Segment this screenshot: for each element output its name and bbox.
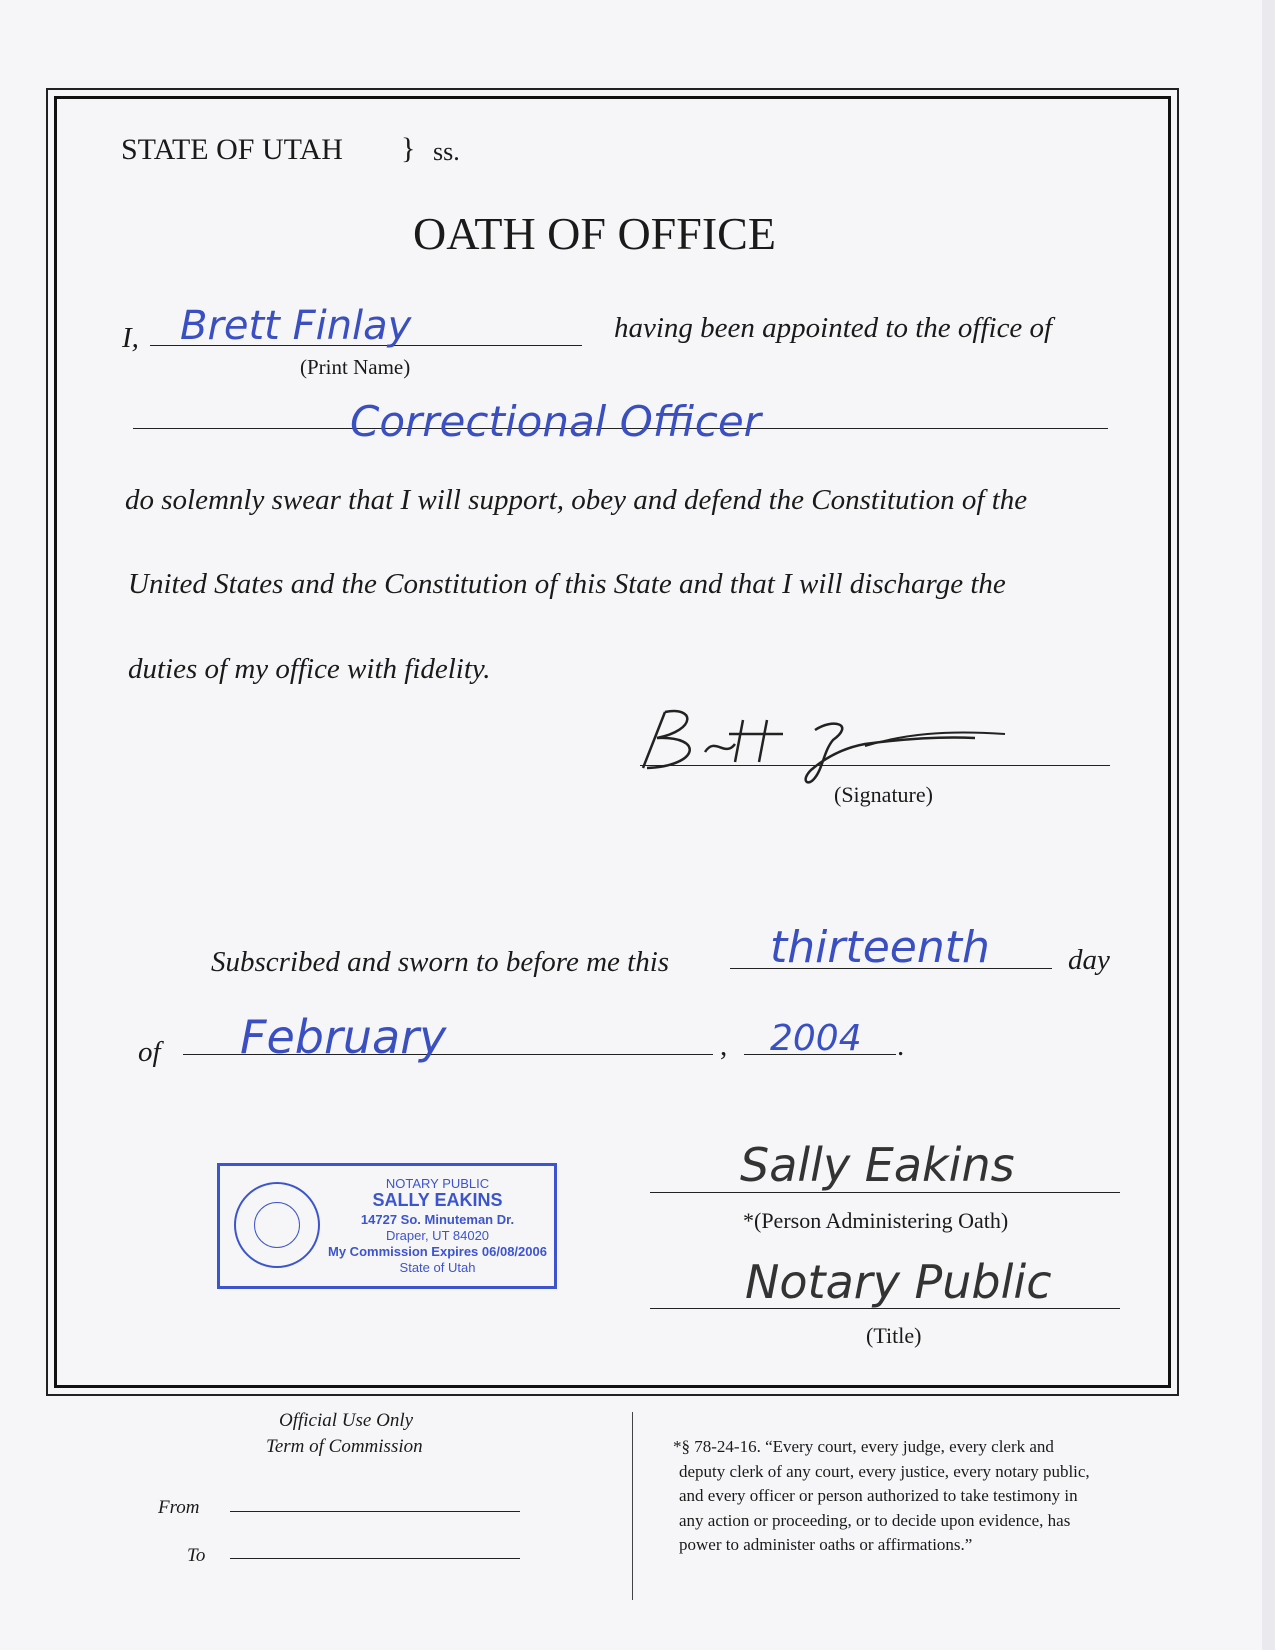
footnote-line-5: power to administer oaths or affirmations.” [679,1535,973,1554]
oath-prefix: I, [122,322,139,354]
official-use-subheading: Term of Commission [266,1436,423,1457]
footnote-line-2: deputy clerk of any court, every justice, every notary public, [679,1462,1090,1481]
comma-glyph: , [720,1030,728,1062]
footnote-line-4: any action or proceeding, or to decide upon evidence, has [679,1511,1071,1530]
administrator-signature: Sally Eakins [740,1138,1015,1192]
year-value: 2004 [770,1018,862,1059]
footnote-line-3: and every officer or person authorized to take testimony in [679,1486,1078,1505]
to-line[interactable] [230,1558,520,1559]
day-word: day [1068,944,1110,976]
oath-body-line-1: do solemnly swear that I will support, obey and defend the Constitution of the [125,484,1028,516]
office-value: Correctional Officer [350,397,761,446]
stamp-line-4: Draper, UT 84020 [385,1228,490,1243]
administrator-line [650,1192,1120,1193]
appointed-text: having been appointed to the office of [614,312,1053,344]
from-label: From [158,1497,200,1518]
stamp-line-3: 14727 So. Minuteman Dr. [360,1212,515,1227]
administrator-label: *(Person Administering Oath) [743,1208,1009,1233]
state-seal-icon [234,1182,320,1268]
ss-label: ss. [433,137,460,166]
from-line[interactable] [230,1511,520,1512]
subscribed-text: Subscribed and sworn to before me this [211,946,670,978]
oath-body-line-2: United States and the Constitution of this State and that I will discharge the [128,568,1006,600]
stamp-line-1: NOTARY PUBLIC [385,1176,490,1191]
signature-label: (Signature) [834,782,933,807]
period-glyph: . [897,1030,905,1062]
to-label: To [187,1545,206,1566]
stamp-line-2: SALLY EAKINS [372,1190,503,1210]
stamp-line-6: State of Utah [399,1260,476,1275]
page-title: OATH OF OFFICE [413,208,776,259]
state-label: STATE OF UTAH [121,133,343,166]
title-label: (Title) [866,1323,922,1348]
stamp-line-5: My Commission Expires 06/08/2006 [328,1244,547,1259]
month-value: February [240,1010,447,1064]
of-word: of [138,1036,161,1068]
page-edge [1262,0,1275,1650]
bottom-divider [632,1412,633,1600]
seal-center [254,1202,300,1248]
official-use-heading: Official Use Only [279,1410,414,1431]
brace-glyph: } [401,132,416,165]
oath-signature [635,700,1015,790]
day-value: thirteenth [770,922,990,973]
notary-stamp [217,1163,557,1289]
footnote-line-1: *§ 78-24-16. “Every court, every judge, every clerk and [673,1437,1054,1456]
print-name-label: (Print Name) [300,355,411,379]
print-name-value: Brett Finlay [180,303,412,349]
oath-body-line-3: duties of my office with fidelity. [128,653,491,685]
title-value: Notary Public [745,1255,1052,1309]
